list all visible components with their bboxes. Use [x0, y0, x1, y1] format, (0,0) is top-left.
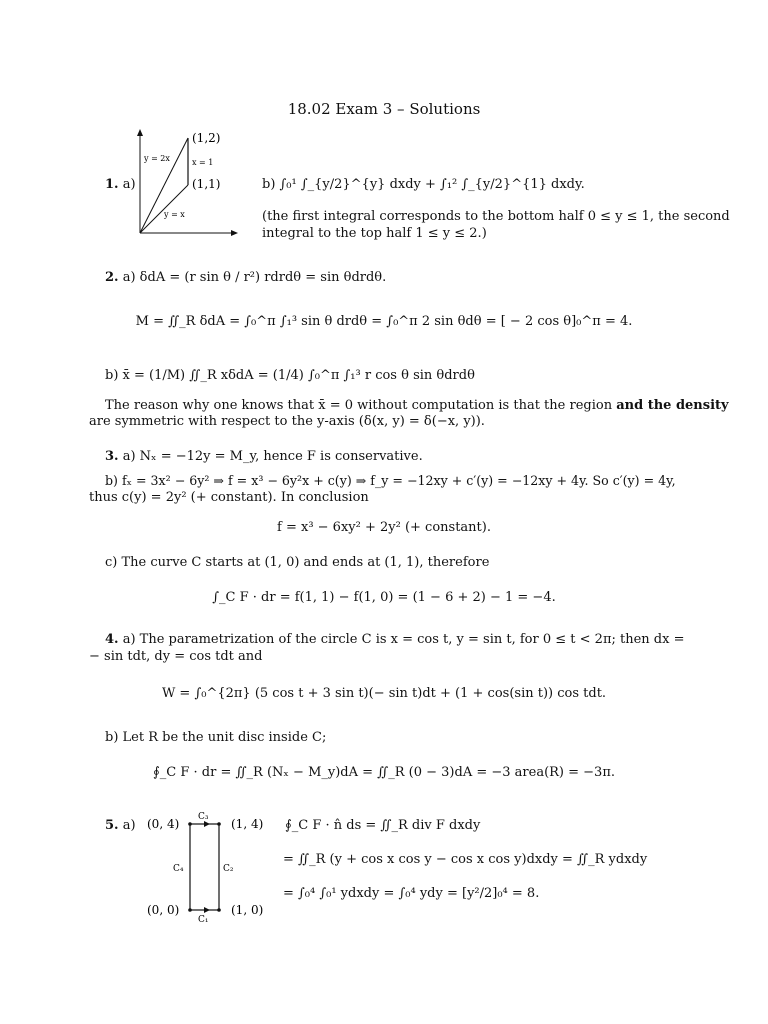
problem-3c-text: c) The curve C starts at (1, 0) and ends at (1, 1), therefore — [105, 555, 490, 570]
problem-3-line-integral: ∫_C F · dr = f(1, 1) − f(1, 0) = (1 − 6 + 2) − 1 = −4. — [212, 590, 556, 605]
problem-3-potential-formula: f = x³ − 6xy² + 2y² (+ constant). — [277, 520, 491, 535]
problem-5-flux-line-1: ∮_C F · n̂ ds = ∬_R div F dxdy — [285, 818, 481, 833]
region-figure-1 — [130, 128, 240, 238]
problem-5-label — [105, 818, 136, 834]
problem-2-reason-bold: and the density — [616, 398, 729, 413]
point-1-0-label: (1, 0) — [231, 903, 264, 917]
point-1-2-label: (1,2) — [192, 131, 221, 145]
problem-1-note-line-1: (the first integral corresponds to the bottom half 0 ≤ y ≤ 1, the second — [262, 209, 730, 224]
line-y-2x-label: y = 2x — [144, 154, 170, 163]
problem-3b-line-2: thus c(y) = 2y² (+ constant). In conclusion — [89, 490, 369, 505]
problem-1b: b) ∫₀¹ ∫_{y/2}^{y} dxdy + ∫₁² ∫_{y/2}^{1} dxdy. — [262, 177, 585, 192]
curve-c3-label: C₃ — [198, 812, 209, 822]
problem-4-work-integral: W = ∫₀^{2π} (5 cos t + 3 sin t)(− sin t)dt + (1 + cos(sin t)) cos tdt. — [161, 686, 607, 701]
rectangle-figure-5 — [140, 805, 275, 930]
problem-1-note-line-2: integral to the top half 1 ≤ y ≤ 2.) — [262, 226, 487, 241]
problem-2a — [105, 270, 386, 286]
problem-5-number: 5. — [105, 818, 119, 833]
problem-4a-line-1 — [105, 632, 684, 648]
problem-1a-label: a) — [122, 177, 136, 192]
problem-2-reason-line-1 — [105, 398, 729, 414]
line-x-1-label: x = 1 — [192, 158, 214, 167]
problem-3-number: 3. — [105, 449, 119, 464]
problem-5a-label: a) — [122, 818, 136, 833]
problem-4a-line-2: − sin tdt, dy = cos tdt and — [89, 649, 263, 664]
problem-4-green-formula: ∮_C F · dr = ∬_R (Nₓ − M_y)dA = ∬_R (0 − 3)dA = −3 area(R) = −3π. — [153, 765, 615, 780]
problem-4a-text: a) The parametrization of the circle C is x = cos t, y = sin t, for 0 ≤ t < 2π; then dx = — [122, 632, 685, 647]
problem-2-number: 2. — [105, 270, 119, 285]
problem-3b-line-1: b) fₓ = 3x² − 6y² ⇒ f = x³ − 6y²x + c(y) ⇒ f_y = −12xy + c′(y) = −12xy + 4y. So c′(y) = 4y, — [105, 473, 676, 488]
problem-4b-text: b) Let R be the unit disc inside C; — [105, 730, 327, 745]
point-1-1-label: (1,1) — [192, 177, 221, 191]
problem-2b-formula: b) x̄ = (1/M) ∬_R xδdA = (1/4) ∫₀^π ∫₁³ r cos θ sin θdrdθ — [105, 368, 475, 383]
line-y-x-label: y = x — [164, 210, 185, 219]
problem-5-flux-line-2: = ∬_R (y + cos x cos y − cos x cos y)dxdy = ∬_R ydxdy — [283, 852, 648, 867]
problem-4-number: 4. — [105, 632, 119, 647]
curve-c1-label: C₁ — [198, 915, 209, 925]
curve-c2-label: C₂ — [223, 864, 234, 874]
problem-1-number: 1. — [105, 177, 119, 192]
problem-2-reason-line-2: are symmetric with respect to the y-axis (δ(x, y) = δ(−x, y)). — [89, 414, 485, 429]
point-1-4-label: (1, 4) — [231, 817, 264, 831]
problem-3a — [105, 449, 423, 465]
problem-2-mass-formula: M = ∬_R δdA = ∫₀^π ∫₁³ sin θ drdθ = ∫₀^π 2 sin θdθ = [ − 2 cos θ]₀^π = 4. — [135, 314, 633, 329]
problem-2-reason-text: The reason why one knows that x̄ = 0 without computation is that the region — [105, 398, 617, 413]
problem-2a-formula: a) δdA = (r sin θ / r²) rdrdθ = sin θdrdθ. — [122, 270, 387, 285]
curve-c4-label: C₄ — [173, 864, 184, 874]
problem-3a-text: a) Nₓ = −12y = M_y, hence F is conservative. — [122, 449, 423, 464]
page-title: 18.02 Exam 3 – Solutions — [287, 100, 481, 118]
point-0-0-label: (0, 0) — [147, 903, 180, 917]
problem-5-flux-line-3: = ∫₀⁴ ∫₀¹ ydxdy = ∫₀⁴ ydy = [y²/2]₀⁴ = 8. — [283, 886, 540, 901]
point-0-4-label: (0, 4) — [147, 817, 180, 831]
